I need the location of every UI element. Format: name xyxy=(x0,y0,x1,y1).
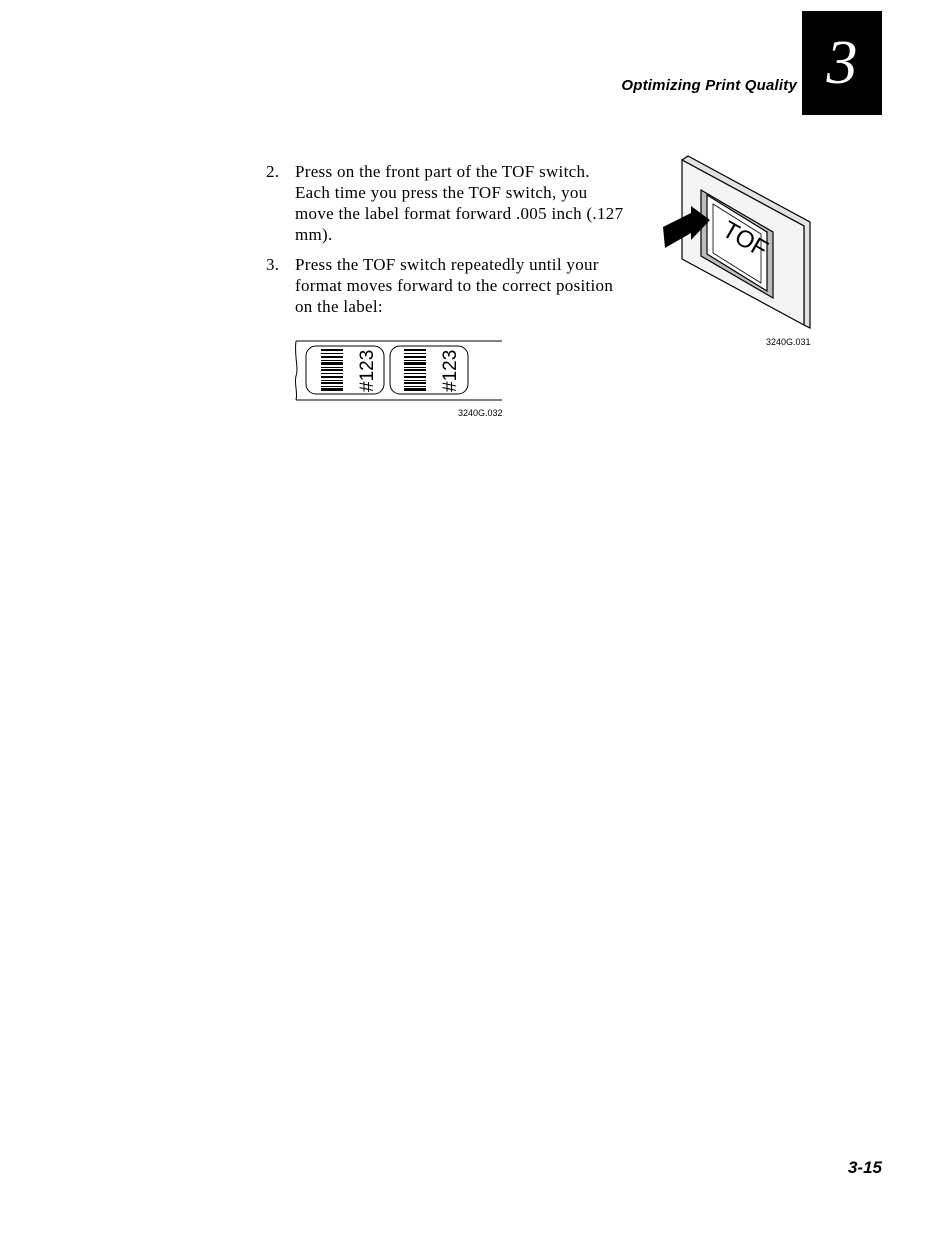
label-strip-illustration xyxy=(290,336,510,406)
label-strip-figure xyxy=(290,336,510,411)
label-text: #123 xyxy=(357,349,378,392)
instruction-steps xyxy=(266,161,626,326)
label-figure-caption: 3240G.032 xyxy=(458,408,503,418)
label-text: #123 xyxy=(440,349,461,392)
step-text: Press the TOF switch repeatedly until your format moves forward to the correct position on the label: xyxy=(295,255,614,316)
tof-switch-illustration xyxy=(655,150,815,330)
chapter-tab xyxy=(802,11,882,115)
tof-switch-figure xyxy=(655,150,815,335)
step-item xyxy=(266,254,626,317)
step-number: 3. xyxy=(266,255,280,274)
chapter-number: 3 xyxy=(826,29,858,97)
tof-switch-text: TOF xyxy=(717,216,773,264)
step-number: 2. xyxy=(266,162,280,181)
step-item xyxy=(266,161,626,245)
tof-figure-caption: 3240G.031 xyxy=(766,337,811,347)
step-text: Press on the front part of the TOF switch. Each time you press the TOF switch, you move the label format forward .005 inch (.127 mm). xyxy=(295,162,624,244)
running-header-title: Optimizing Print Quality xyxy=(621,77,797,94)
page-number: 3-15 xyxy=(847,1158,882,1177)
